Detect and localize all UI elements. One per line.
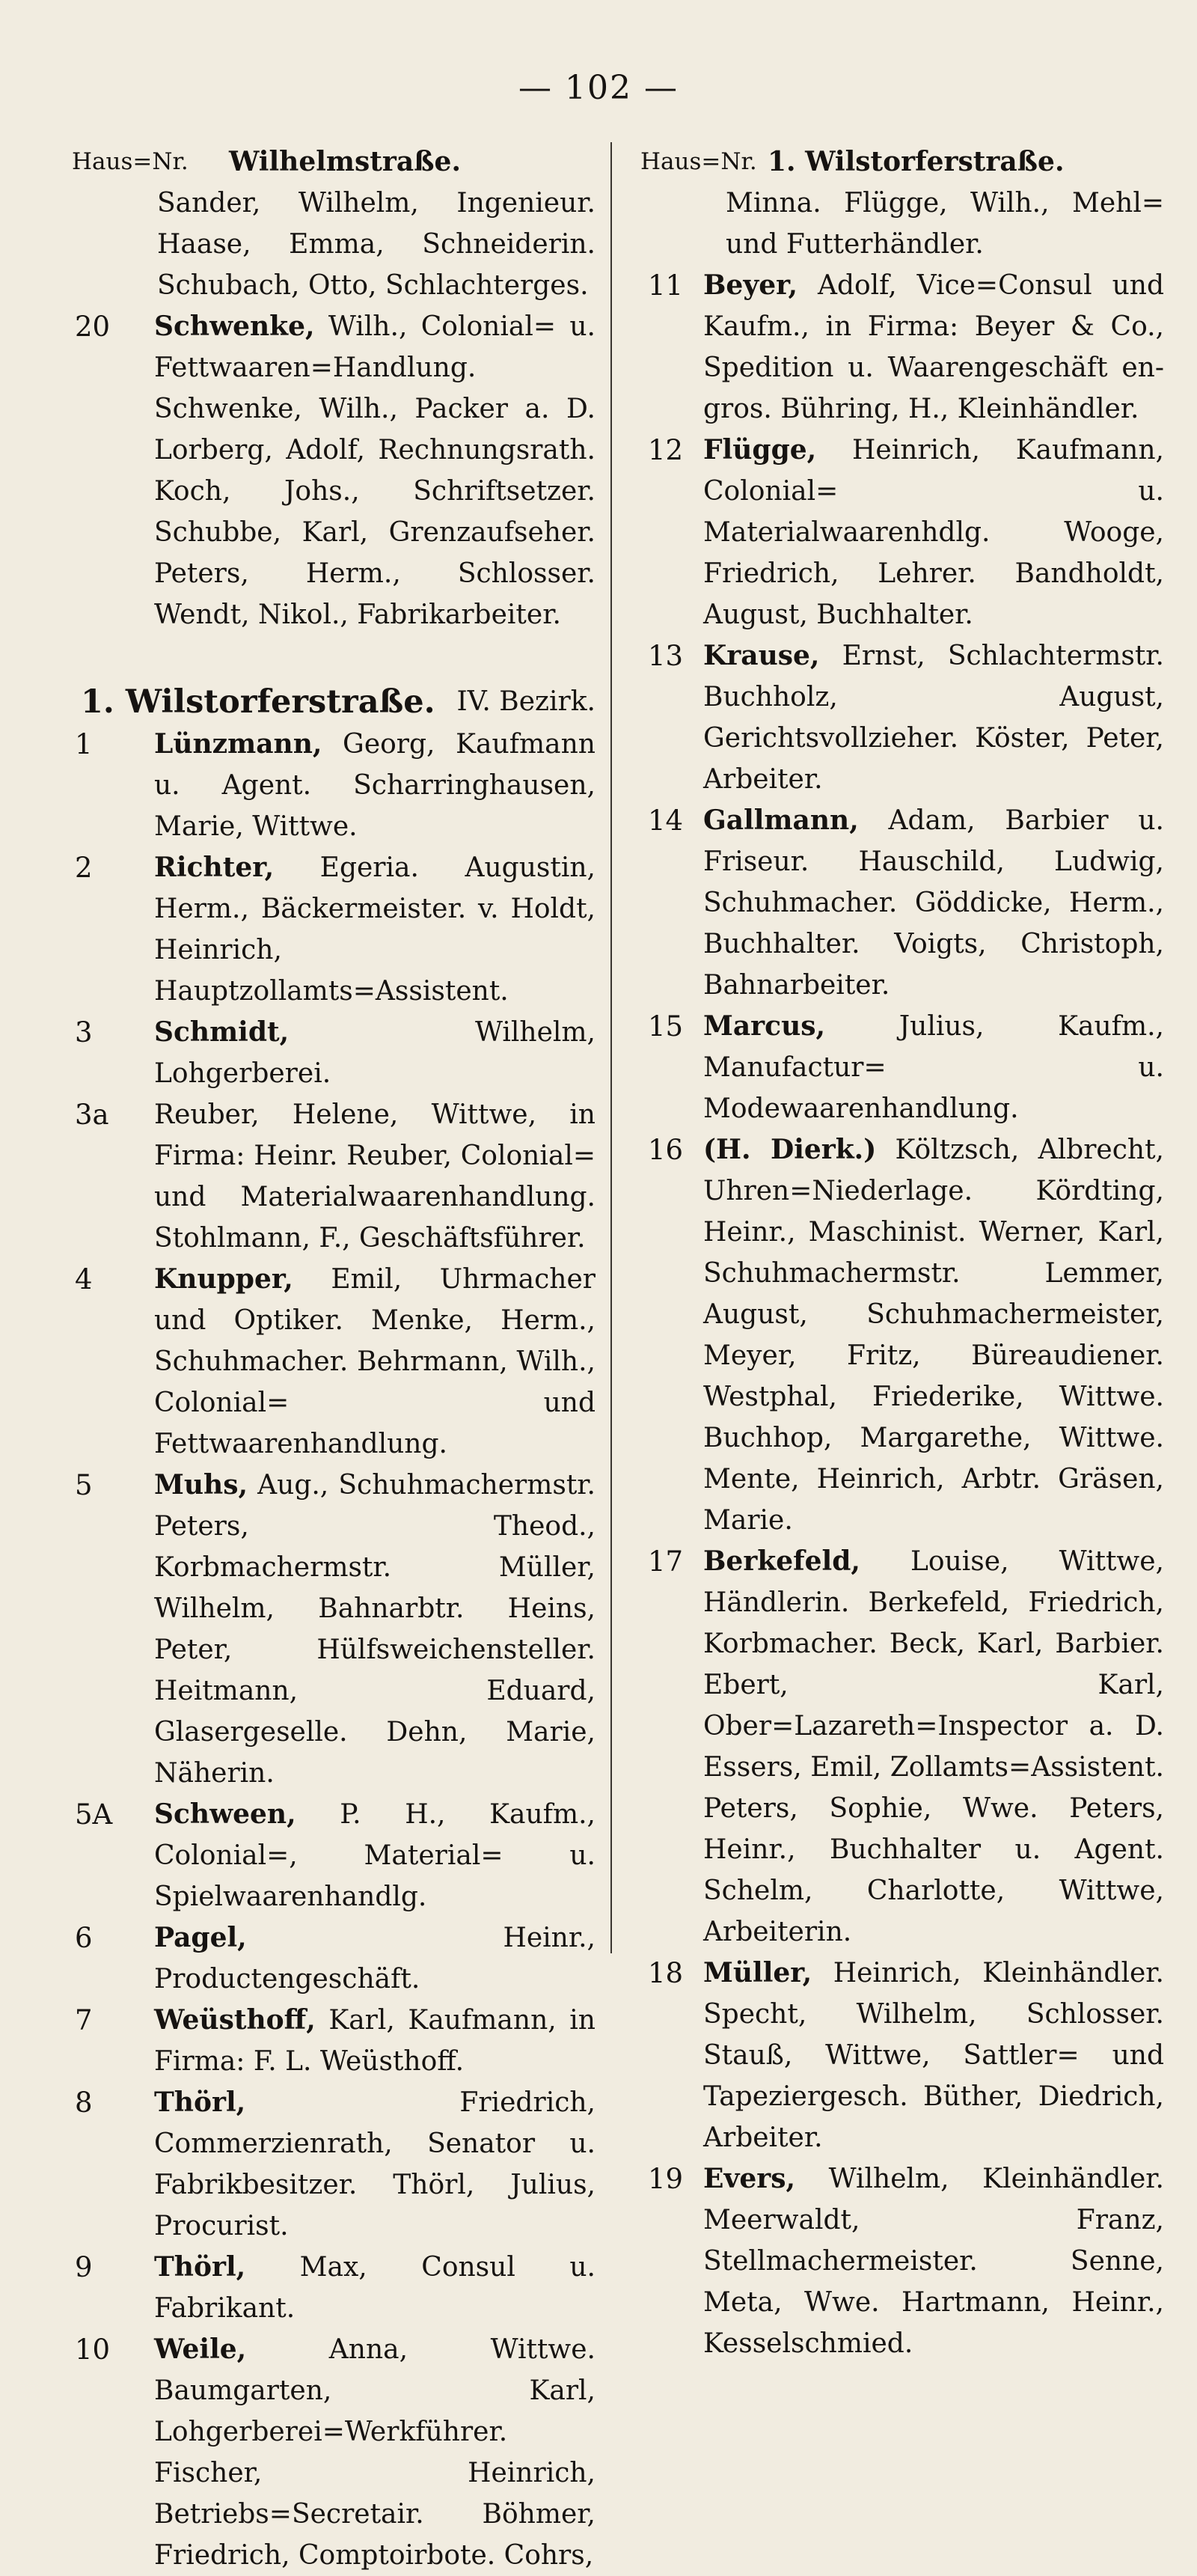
directory-entry xyxy=(72,1094,596,1259)
owner-name: Weile, xyxy=(154,2334,247,2365)
residents-text: Heinr., Productengeschäft. xyxy=(154,1923,596,1994)
owner-name: Thörl, xyxy=(154,2251,246,2283)
owner-name: Beyer, xyxy=(703,269,798,301)
directory-entry xyxy=(640,1953,1164,2158)
entry-text xyxy=(154,1094,596,1259)
directory-entry xyxy=(640,430,1164,635)
section-heading xyxy=(72,680,596,724)
residents-text: Egeria. Augustin, Herm., Bäckermeister. v. Holdt, Heinrich, Hauptzollamts=Assistent. xyxy=(154,852,596,1007)
house-number: 5 xyxy=(75,1469,93,1501)
owner-name: Berkefeld, xyxy=(703,1545,860,1577)
residents-text: Adam, Barbier u. Friseur. Hauschild, Ludwig, Schuhmacher. Göddicke, Herm., Buchhalter. Voigts, Christoph, Bahnarbeiter. xyxy=(703,805,1164,1001)
directory-entry xyxy=(640,800,1164,1006)
section-title: 1. Wilstorferstraße. xyxy=(81,683,435,721)
residents-text: P. H., Kaufm., Colonial=, Material= u. Spielwaarenhandlg. xyxy=(154,1799,596,1912)
entry-text xyxy=(703,800,1164,1006)
residents-text: Heinrich, Kaufmann, Colonial= u. Materialwaarenhdlg. Wooge, Friedrich, Lehrer. Bandholdt, August, Buchhalter. xyxy=(703,435,1164,630)
owner-name: Schween, xyxy=(154,1798,296,1830)
house-number: 15 xyxy=(648,1010,684,1043)
house-number: 17 xyxy=(648,1545,684,1578)
directory-entry xyxy=(640,1006,1164,1129)
owner-name: Schwenke, xyxy=(154,311,315,342)
directory-entry xyxy=(72,1012,596,1094)
residents-text: Karl, Kaufmann, in Firma: F. L. Weüsthoff. xyxy=(154,2005,596,2077)
house-number: 11 xyxy=(648,269,684,302)
residents-text: Ernst, Schlachtermstr. Buchholz, August, Gerichtsvollzieher. Köster, Peter, Arbeiter. xyxy=(703,641,1164,795)
continuation-text: Sander, Wilhelm, Ingenieur. Haase, Emma, Schneiderin. Schubach, Otto, Schlachterges. xyxy=(157,188,596,301)
column-divider xyxy=(610,142,612,1953)
entry-text xyxy=(703,2158,1164,2364)
house-number: 8 xyxy=(75,2087,93,2119)
directory-entry xyxy=(72,2082,596,2247)
house-number: 18 xyxy=(648,1957,684,1989)
directory-entry xyxy=(72,2000,596,2082)
house-number: 10 xyxy=(75,2334,111,2366)
house-number: 14 xyxy=(648,805,684,837)
entry-text xyxy=(154,2247,596,2329)
owner-name: Evers, xyxy=(703,2163,796,2194)
entry-text xyxy=(154,2000,596,2082)
residents-text: Emil, Uhrmacher und Optiker. Menke, Herm., Schuhmacher. Behrmann, Wilh., Colonial= und Fettwaarenhandlung. xyxy=(154,1264,596,1459)
entry-text xyxy=(154,1794,596,1917)
entry-text xyxy=(703,430,1164,635)
entry-text xyxy=(154,1012,596,1094)
entry-text xyxy=(154,2329,596,2576)
directory-entry xyxy=(72,724,596,847)
residents-text: Friedrich, Commerzienrath, Senator u. Fabrikbesitzer. Thörl, Julius, Procurist. xyxy=(154,2087,596,2241)
entry-text xyxy=(703,1953,1164,2158)
entry-text xyxy=(703,265,1164,430)
owner-name: Marcus, xyxy=(703,1010,826,1042)
directory-entry xyxy=(72,847,596,1012)
house-number: 2 xyxy=(75,852,93,884)
entry-text xyxy=(154,306,596,635)
owner-name: Pagel, xyxy=(154,1922,247,1953)
owner-name: Muhs, xyxy=(154,1469,248,1501)
directory-entry xyxy=(640,265,1164,430)
house-number: 9 xyxy=(75,2251,93,2283)
house-number: 3 xyxy=(75,1016,93,1049)
house-number: 13 xyxy=(648,640,684,672)
house-number: 4 xyxy=(75,1263,93,1295)
owner-name: Schmidt, xyxy=(154,1016,290,1048)
owner-name: (H. Dierk.) xyxy=(703,1134,877,1165)
residents-text: Max, Consul u. Fabrikant. xyxy=(154,2252,596,2324)
house-number: 16 xyxy=(648,1134,684,1166)
page-number: — 102 — xyxy=(518,69,679,107)
entry-text xyxy=(154,724,596,847)
residents-text: Wilhelm, Lohgerberei. xyxy=(154,1017,596,1089)
residents-text: Wilhelm, Kleinhändler. Meerwaldt, Franz, Stellmachermeister. Senne, Meta, Wwe. Hartmann, Heinr., Kesselschmied. xyxy=(703,2164,1164,2359)
continuation-text: Minna. Flügge, Wilh., Mehl= und Futterhändler. xyxy=(726,188,1164,260)
directory-entry xyxy=(72,306,596,635)
street-name: Wilhelmstraße. xyxy=(229,146,461,177)
directory-entry xyxy=(640,1129,1164,1541)
residents-text: Anna, Wittwe. Baumgarten, Karl, Lohgerberei=Werkführer. Fischer, Heinrich, Betriebs=Secretair. Böhmer, Friedrich, Comptoirbote. Cohrs, xyxy=(154,2334,596,2571)
owner-name: Gallmann, xyxy=(703,805,859,836)
directory-entry xyxy=(72,1259,596,1465)
entry-text xyxy=(703,1006,1164,1129)
section-district: IV. Bezirk. xyxy=(456,686,596,717)
owner-name: Thörl, xyxy=(154,2087,246,2118)
owner-name: Knupper, xyxy=(154,1263,293,1295)
residents-text: Georg, Kaufmann u. Agent. Scharringhausen, Marie, Wittwe. xyxy=(154,729,596,842)
entry-text xyxy=(154,1917,596,2000)
residents-text: Aug., Schuhmachermstr. Peters, Theod., Korbmachermstr. Müller, Wilhelm, Bahnarbtr. Heins, Peter, Hülfsweichensteller. Heitmann, Eduard, Glasergeselle. Dehn, Marie, Näherin. xyxy=(154,1470,596,1789)
entry-text xyxy=(154,1465,596,1794)
entry-text xyxy=(154,847,596,1012)
owner-name: Flügge, xyxy=(703,434,817,466)
left-column-header xyxy=(72,141,596,183)
house-number: 1 xyxy=(75,728,93,760)
house-number: 3a xyxy=(75,1099,109,1131)
entry-text xyxy=(703,1129,1164,1541)
owner-name: Krause, xyxy=(703,640,820,671)
owner-name: Lünzmann, xyxy=(154,728,322,760)
residents-text: Louise, Wittwe, Händlerin. Berkefeld, Friedrich, Korbmacher. Beck, Karl, Barbier. Ebert, Karl, Ober=Lazareth=Inspector a. D. Essers, Emil, Zollamts=Assistent. Peters, Sophie, Wwe. Peters, Heinr., Buchhalter u. Agent. Schelm, Charlotte, Wittwe, Arbeiterin. xyxy=(703,1546,1164,1947)
entry-text xyxy=(703,1541,1164,1953)
directory-entry xyxy=(72,1794,596,1917)
street-name: 1. Wilstorferstraße. xyxy=(768,146,1065,177)
directory-entry xyxy=(640,1541,1164,1953)
house-number: 20 xyxy=(75,311,111,343)
house-number: 12 xyxy=(648,434,684,466)
house-number: 7 xyxy=(75,2004,93,2036)
residents-text: Adolf, Vice=Consul und Kaufm., in Firma: Beyer & Co., Spedition u. Waarengeschäft en-gros. Bühring, H., Kleinhändler. xyxy=(703,270,1164,424)
residents-text: Heinrich, Kleinhändler. Specht, Wilhelm, Schlosser. Stauß, Wittwe, Sattler= und Tapeziergesch. Büther, Diedrich, Arbeiter. xyxy=(703,1958,1164,2153)
owner-name: Weüsthoff, xyxy=(154,2004,316,2036)
owner-name: Müller, xyxy=(703,1957,812,1989)
directory-entry xyxy=(72,2247,596,2329)
owner-name: Richter, xyxy=(154,852,275,883)
directory-entry xyxy=(72,1465,596,1794)
right-column-header xyxy=(640,141,1164,183)
directory-entry xyxy=(72,1917,596,2000)
house-number: 19 xyxy=(648,2163,684,2195)
residents-text: Julius, Kaufm., Manufactur= u. Modewaarenhandlung. xyxy=(703,1011,1164,1124)
residents-text: Wilh., Colonial= u. Fettwaaren=Handlung. Schwenke, Wilh., Packer a. D. Lorberg, Adolf, Rechnungsrath. Koch, Johs., Schriftsetzer. Schubbe, Karl, Grenzaufseher. Peters, Herm., Schlosser. Wendt, Nikol., Fabrikarbeiter. xyxy=(154,311,596,630)
left-column xyxy=(72,141,596,2576)
residents-text: Reuber, Helene, Wittwe, in Firma: Heinr. Reuber, Colonial= und Materialwaarenhandlung. Stohlmann, F., Geschäftsführer. xyxy=(154,1099,596,1254)
directory-entry xyxy=(640,635,1164,800)
house-number: 6 xyxy=(75,1922,93,1954)
entry-text xyxy=(703,635,1164,800)
house-number: 5A xyxy=(75,1798,113,1831)
house-number-label: Haus=Nr. xyxy=(640,148,757,175)
directory-entry xyxy=(72,2329,596,2576)
entry-text xyxy=(154,1259,596,1465)
entry-text xyxy=(154,2082,596,2247)
residents-text: Költzsch, Albrecht, Uhren=Niederlage. Kördting, Heinr., Maschinist. Werner, Karl, Schuhmachermstr. Lemmer, August, Schuhmachermeister, Meyer, Fritz, Büreaudiener. Westphal, Friederike, Wittwe. Buchhop, Margarethe, Wittwe. Mente, Heinrich, Arbtr. Gräsen, Marie. xyxy=(703,1135,1164,1536)
house-number-label: Haus=Nr. xyxy=(72,148,189,175)
directory-entry xyxy=(640,2158,1164,2364)
right-column xyxy=(640,141,1164,2364)
